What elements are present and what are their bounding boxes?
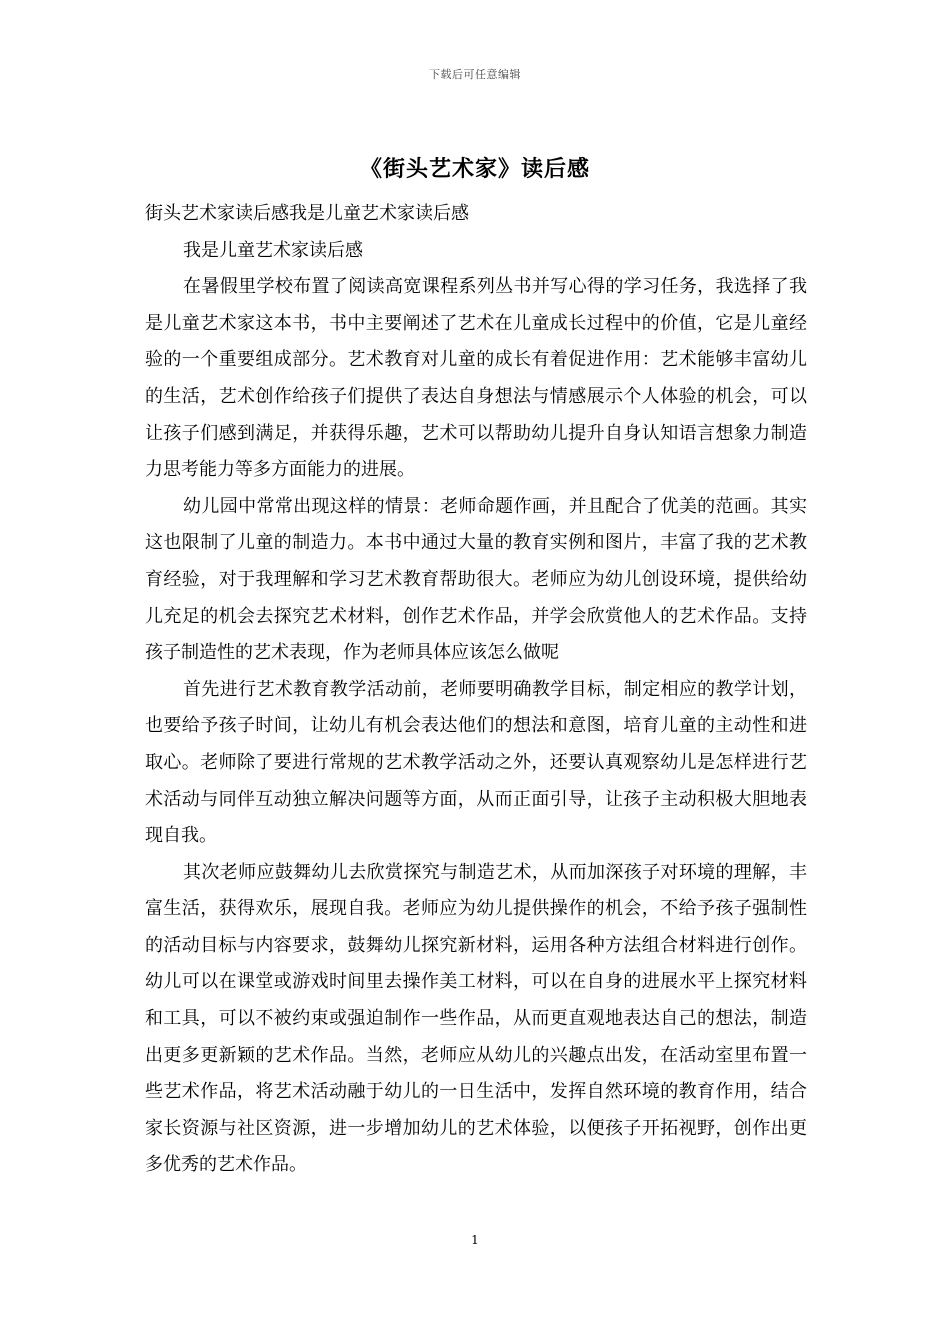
document-title: 《街头艺术家》读后感 xyxy=(359,156,590,182)
page-header: 下载后可任意编辑 xyxy=(429,68,521,81)
subtitle-line: 街头艺术家读后感我是儿童艺术家读后感 xyxy=(145,203,469,224)
subheading-line: 我是儿童艺术家读后感 xyxy=(183,239,363,261)
document-body xyxy=(145,196,807,1184)
body-paragraph: 在暑假里学校布置了阅读高宽课程系列丛书并写心得的学习任务，我选择了我是儿童艺术家这本书，书中主要阐述了艺术在儿童成长过程中的价值，它是儿童经验的一个重要组成部分。艺术教育对儿童的成长有着促进作用：艺术能够丰富幼儿的生活，艺术创作给孩子们提供了表达自身想法与情感展示个人体验的机会，可以让孩子们感到满足，并获得乐趣，艺术可以帮助幼儿提升自身认知语言想象力制造力思考能力等多方面能力的进展。 xyxy=(145,276,807,481)
page-number: 1 xyxy=(471,1233,479,1247)
body-paragraph: 首先进行艺术教育教学活动前，老师要明确教学目标，制定相应的教学计划，也要给予孩子时间，让幼儿有机会表达他们的想法和意图，培育儿童的主动性和进取心。老师除了要进行常规的艺术教学活动之外，还要认真观察幼儿是怎样进行艺术活动与同伴互动独立解决问题等方面，从而正面引导，让孩子主动积极大胆地表现自我。 xyxy=(145,678,807,847)
body-paragraph: 幼儿园中常常出现这样的情景：老师命题作画，并且配合了优美的范画。其实这也限制了儿童的制造力。本书中通过大量的教育实例和图片，丰富了我的艺术教育经验，对于我理解和学习艺术教育帮助很大。老师应为幼儿创设环境，提供给幼儿充足的机会去探究艺术材料，创作艺术作品，并学会欣赏他人的艺术作品。支持孩子制造性的艺术表现，作为老师具体应该怎么做呢 xyxy=(145,495,807,664)
body-paragraph: 其次老师应鼓舞幼儿去欣赏探究与制造艺术，从而加深孩子对环境的理解，丰富生活，获得欢乐，展现自我。老师应为幼儿提供操作的机会，不给予孩子强制性的活动目标与内容要求，鼓舞幼儿探究新材料，运用各种方法组合材料进行创作。幼儿可以在课堂或游戏时间里去操作美工材料，可以在自身的进展水平上探究材料和工具，可以不被约束或强迫制作一些作品，从而更直观地表达自己的想法，制造出更多更新颖的艺术作品。当然，老师应从幼儿的兴趣点出发，在活动室里布置一些艺术作品，将艺术活动融于幼儿的一日生活中，发挥自然环境的教育作用，结合家长资源与社区资源，进一步增加幼儿的艺术体验，以便孩子开拓视野，创作出更多优秀的艺术作品。 xyxy=(145,861,807,1176)
